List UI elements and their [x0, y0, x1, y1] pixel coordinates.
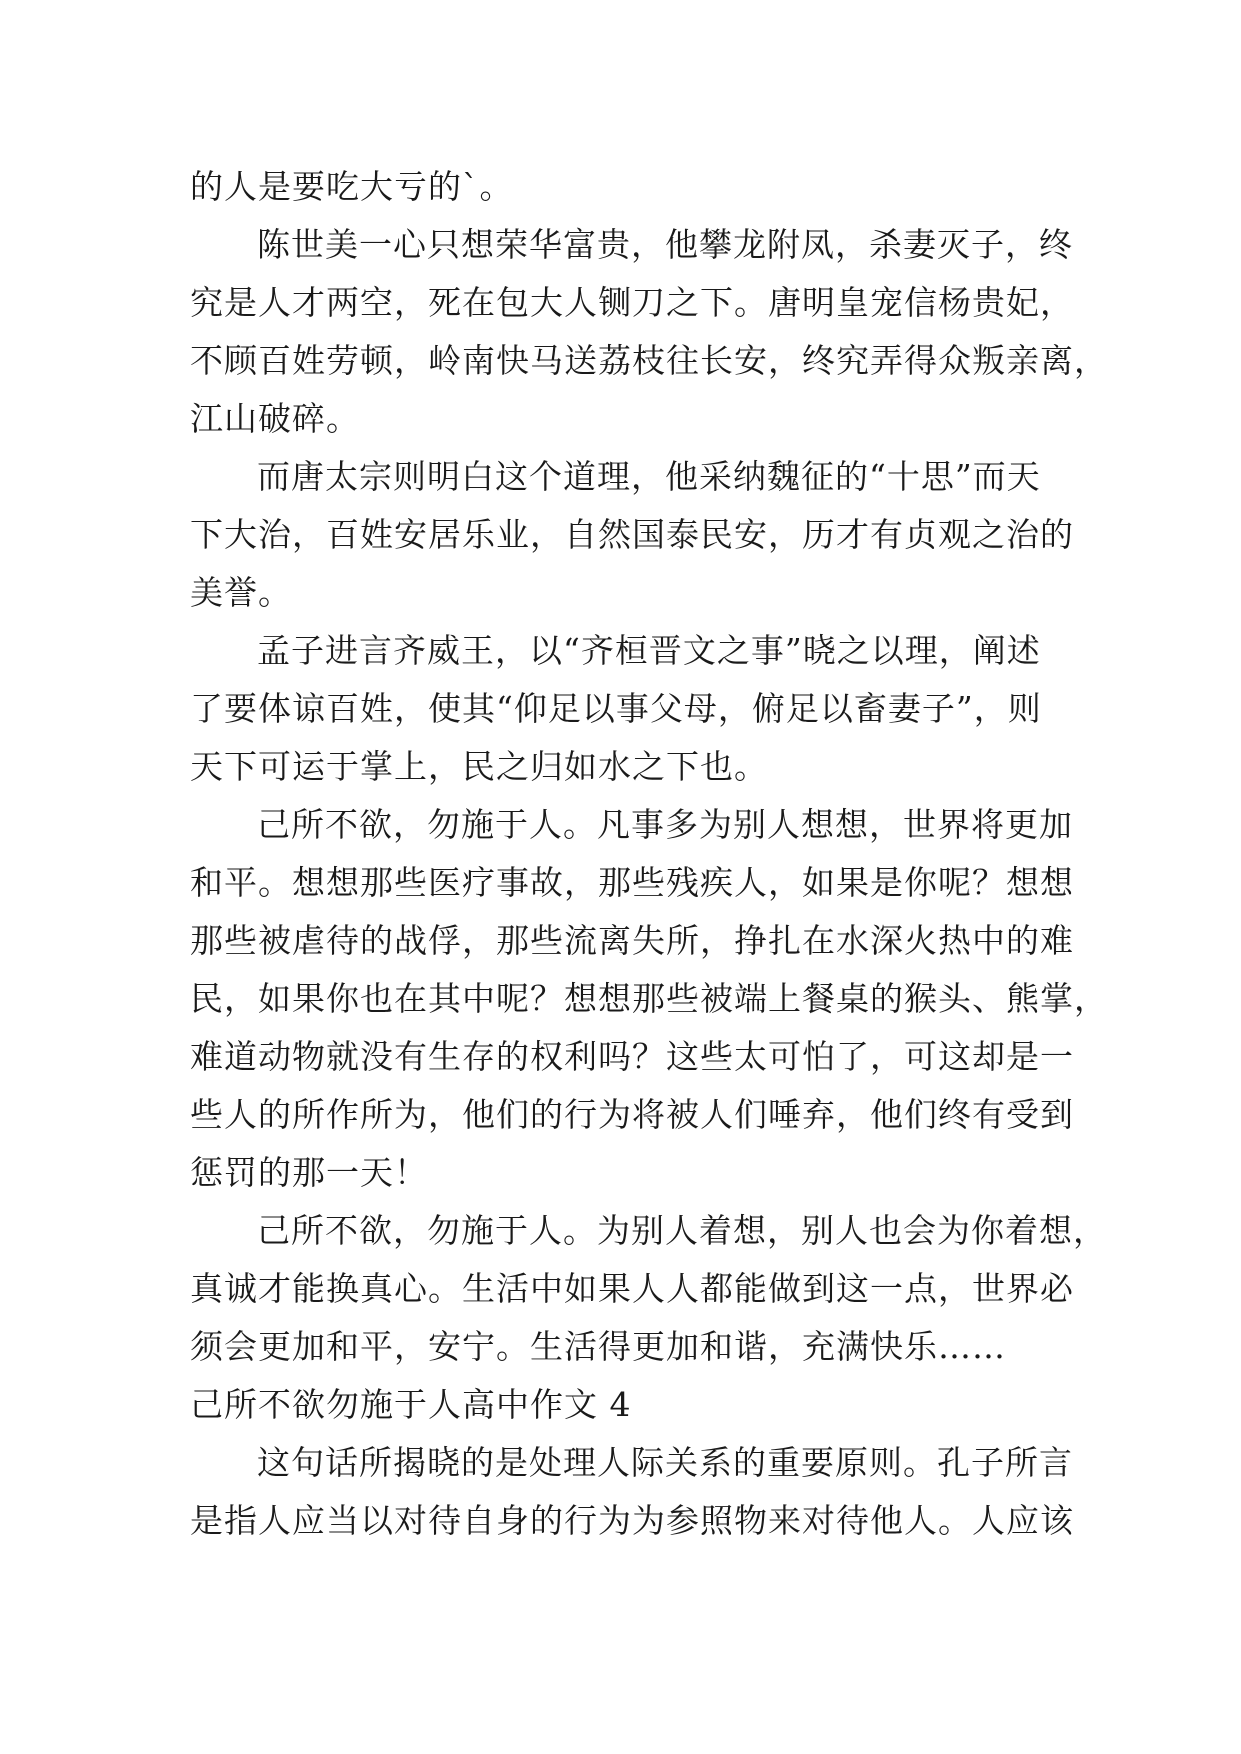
paragraph-start-line: 孟子进言齐威王，以“齐桓晋文之事”晓之以理，阐述 [257, 631, 1041, 670]
text-line: 不顾百姓劳顿，岭南快马送荔枝往长安，终究弄得众叛亲离， [190, 341, 1108, 380]
text-line: 些人的所作所为，他们的行为将被人们唾弃，他们终有受到 [190, 1095, 1074, 1134]
text-line: 美誉。 [190, 573, 292, 612]
text-line: 江山破碎。 [190, 399, 360, 438]
section-heading: 己所不欲勿施于人高中作文 4 [190, 1385, 632, 1424]
paragraph-start-line: 己所不欲，勿施于人。为别人着想，别人也会为你着想， [257, 1211, 1107, 1250]
paragraph-start-line: 而唐太宗则明白这个道理，他采纳魏征的“十思”而天 [257, 457, 1041, 496]
paragraph-start-line: 己所不欲，勿施于人。凡事多为别人想想，世界将更加 [257, 805, 1073, 844]
text-line: 和平。想想那些医疗事故，那些残疾人，如果是你呢？想想 [190, 863, 1074, 902]
text-line: 难道动物就没有生存的权利吗？这些太可怕了，可这却是一 [190, 1037, 1074, 1076]
text-line: 真诚才能换真心。生活中如果人人都能做到这一点，世界必 [190, 1269, 1074, 1308]
text-line: 下大治，百姓安居乐业，自然国泰民安，历才有贞观之治的 [190, 515, 1074, 554]
text-line: 那些被虐待的战俘，那些流离失所，挣扎在水深火热中的难 [190, 921, 1074, 960]
text-line: 究是人才两空，死在包大人铡刀之下。唐明皇宠信杨贵妃， [190, 283, 1074, 322]
text-line: 天下可运于掌上，民之归如水之下也。 [190, 747, 768, 786]
paragraph-start-line: 陈世美一心只想荣华富贵，他攀龙附凤，杀妻灭子，终 [257, 225, 1073, 264]
text-line: 须会更加和平，安宁。生活得更加和谐，充满快乐…… [190, 1327, 1006, 1366]
text-line: 民，如果你也在其中呢？想想那些被端上餐桌的猴头、熊掌， [190, 979, 1108, 1018]
text-line: 是指人应当以对待自身的行为为参照物来对待他人。人应该 [190, 1501, 1074, 1540]
text-line: 惩罚的那一天！ [190, 1153, 428, 1192]
text-line: 了要体谅百姓，使其“仰足以事父母，俯足以畜妻子”，则 [190, 689, 1042, 728]
text-line: 的人是要吃大亏的`。 [190, 167, 514, 206]
paragraph-start-line: 这句话所揭晓的是处理人际关系的重要原则。孔子所言 [257, 1443, 1073, 1482]
document-body [190, 158, 1108, 1550]
